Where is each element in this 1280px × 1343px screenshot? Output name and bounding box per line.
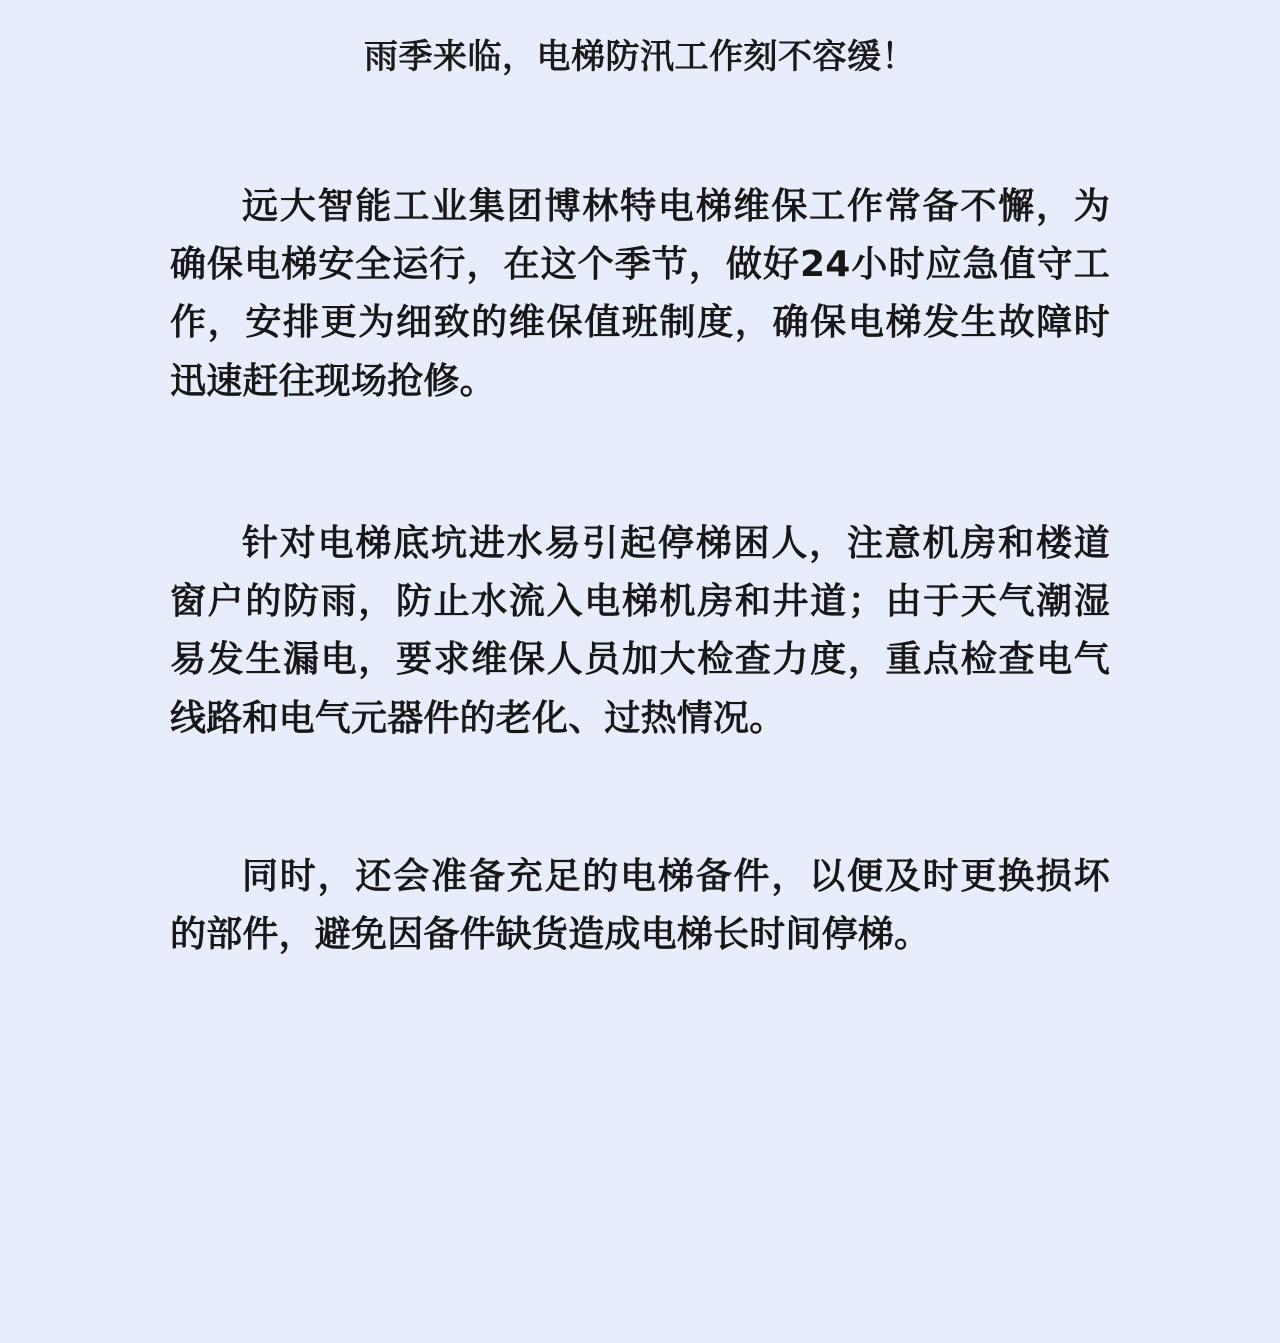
body-paragraph-3: 同时，还会准备充足的电梯备件，以便及时更换损坏的部件，避免因备件缺货造成电梯长时间停梯。 xyxy=(170,856,1110,956)
body-paragraph-1: 远大智能工业集团博林特电梯维保工作常备不懈，为确保电梯安全运行，在这个季节，做好24小时应急值守工作，安排更为细致的维保值班制度，确保电梯发生故障时迅速赶往现场抢修。 xyxy=(170,185,1110,402)
body-paragraph-2: 针对电梯底坑进水易引起停梯困人，注意机房和楼道窗户的防雨，防止水流入电梯机房和井道；由于天气潮湿易发生漏电，要求维保人员加大检查力度，重点检查电气线路和电气元器件的老化、过热情况。 xyxy=(170,522,1110,739)
spacer-after-paragraph-1 xyxy=(170,411,1110,515)
spacer-after-paragraph-2 xyxy=(170,748,1110,848)
spacer-after-title xyxy=(170,82,1110,178)
page-title: 雨季来临，电梯防汛工作刻不容缓！ xyxy=(364,37,916,77)
